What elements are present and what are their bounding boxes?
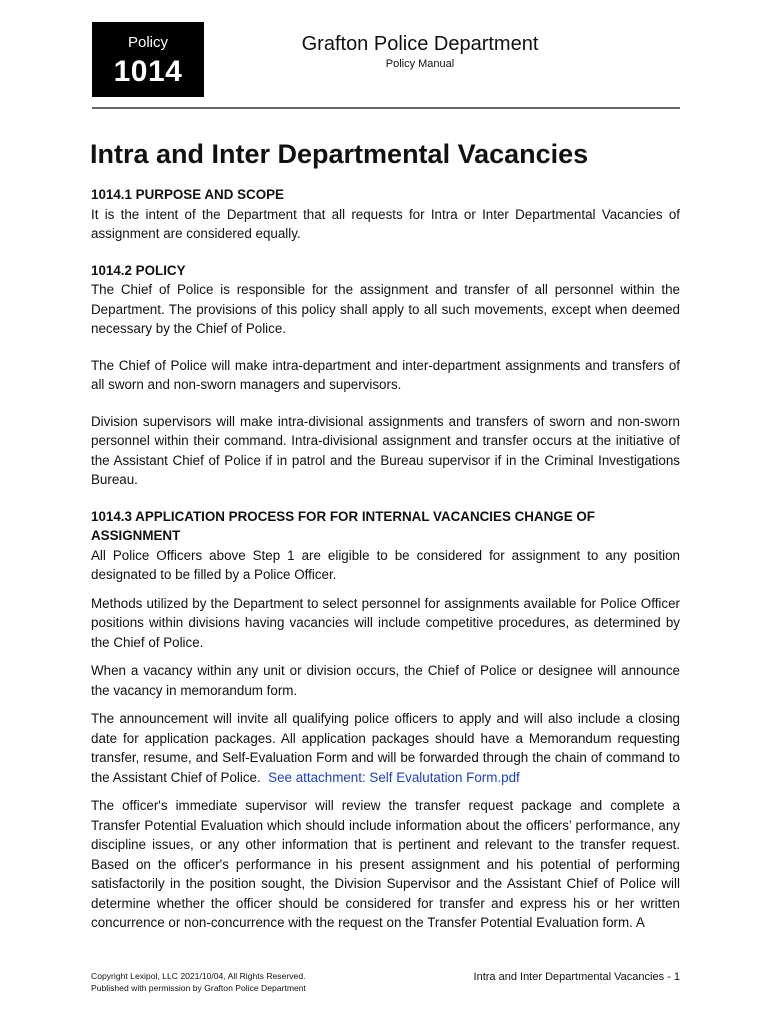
copyright-text: Copyright Lexipol, LLC 2021/10/04, All Rights Reserved. xyxy=(91,971,306,981)
manual-name: Policy Manual xyxy=(385,58,455,70)
paragraph xyxy=(91,709,680,787)
policy-label: Policy xyxy=(127,34,168,51)
section-heading-purpose: 1014.1 PURPOSE AND SCOPE xyxy=(91,187,284,202)
paragraph: All Police Officers above Step 1 are eligible to be considered for assignment to any position designated to be filled by a Police Officer. xyxy=(91,547,680,582)
section-heading-policy: 1014.2 POLICY xyxy=(91,262,186,278)
department-name: Grafton Police Department xyxy=(301,33,539,55)
page-title: Intra and Inter Departmental Vacancies xyxy=(90,139,589,169)
header-divider xyxy=(92,107,680,109)
paragraph: The officer's immediate supervisor will review the transfer request package and complete a Transfer Potential Evaluation which should include information about the officers’ performance, any discipline issues, or any other information that is pertinent and relevant to the transfer request. Based on the officer's performance in his present assignment and his potential of performing satisfactorily in the position sought, the Division Supervisor and the Assistant Chief of Police will determine whether the officer should be considered for transfer and express his or her written concurrence or non-concurrence with the request on the Transfer Potential Evaluation form. A xyxy=(91,798,680,930)
page-footer-label: Intra and Inter Departmental Vacancies - 1 xyxy=(473,971,680,983)
paragraph: Division supervisors will make intra-divisional assignments and transfers of sworn and non-sworn personnel within their command. Intra-divisional assignment and transfer occurs at the initiative of the Assistant Chief of Police if in patrol and the Bureau supervisor if in the Criminal Investigations Bureau. xyxy=(91,413,680,487)
document-body xyxy=(91,185,680,933)
attachment-link[interactable]: See attachment: Self Evalutation Form.pdf xyxy=(268,769,520,785)
paragraph: Methods utilized by the Department to select personnel for assignments available for Police Officer positions within divisions having vacancies will include competitive procedures, as determined by the Chief of Police. xyxy=(91,595,680,650)
footer-copyright xyxy=(91,970,306,994)
permission-text: Published with permission by Grafton Police Department xyxy=(91,983,306,993)
policy-number: 1014 xyxy=(113,55,183,88)
section-heading-application: 1014.3 APPLICATION PROCESS FOR FOR INTERNAL VACANCIES CHANGE OF ASSIGNMENT xyxy=(91,508,595,543)
paragraph: When a vacancy within any unit or division occurs, the Chief of Police or designee will announce the vacancy in memorandum form. xyxy=(91,663,680,698)
paragraph: It is the intent of the Department that all requests for Intra or Inter Departmental Vacancies of assignment are considered equally. xyxy=(91,206,680,241)
paragraph: The Chief of Police is responsible for the assignment and transfer of all personnel within the Department. The provisions of this policy shall apply to all such movements, except when deemed necessary by the Chief of Police. xyxy=(91,282,680,336)
policy-badge xyxy=(92,22,204,97)
paragraph: The Chief of Police will make intra-department and inter-department assignments and transfers of all sworn and non-sworn managers and supervisors. xyxy=(91,357,680,392)
paragraph-text: The announcement will invite all qualifying police officers to apply and will also include a closing date for application packages. All application packages should have a Memorandum requesting transfer, resume, and Self-Evaluation Form and will be forwarded through the chain of command to the Assistant Chief of Police. xyxy=(91,711,680,785)
